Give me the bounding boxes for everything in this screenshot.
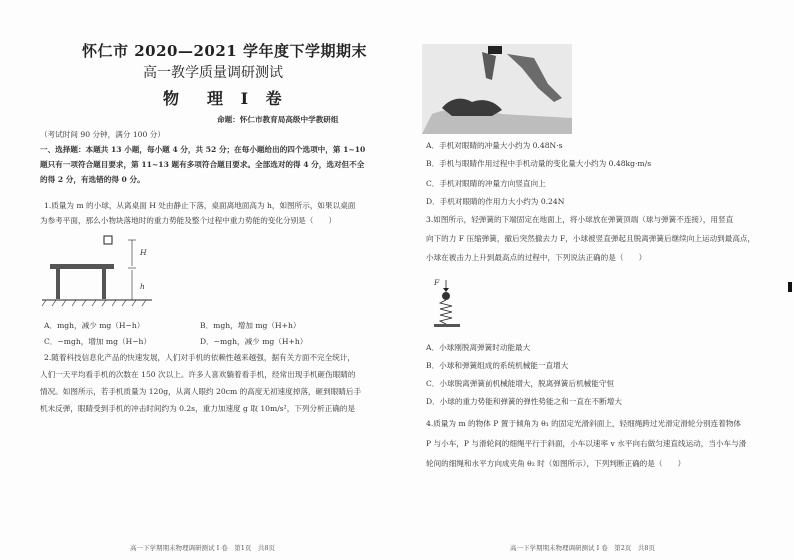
q4-line3: 轮间的细绳和水平方向成夹角 θ₂ 时（如图所示），下列判断正确的是（ ） xyxy=(426,459,686,468)
q2-option-d: D．手机对眼睛的作用力大小约为 0.24N xyxy=(426,197,565,206)
q2-line3: 情况。如图所示，若手机质量为 120g，从离人眼约 20cm 的高度无初速度掉落，砸到眼睛后手 xyxy=(40,387,362,396)
label-F: F xyxy=(434,278,440,287)
q1-line1: 1.质量为 m 的小球，从离桌面 H 处由静止下落，桌面离地面高为 h，如图所示，如果以桌面 xyxy=(44,201,356,210)
q2-line2: 人们一天平均看手机的次数在 150 次以上。许多人喜欢躺着看手机，经常出现手机砸伤眼睛的 xyxy=(40,370,356,379)
q1-option-a: A．mgh，减少 mg（H−h） xyxy=(44,321,145,330)
q4-line2: P 与小车，P 与滑轮间的细绳平行于斜面，小车以速率 v 水平向右做匀速直线运动，当小车与滑 xyxy=(426,439,747,448)
q3-line3: 小球在被击力上升到最高点的过程中，下列说法正确的是（ ） xyxy=(426,253,647,262)
q2-option-c: C．手机对眼睛的冲量方向竖直向上 xyxy=(426,179,546,188)
person-with-phone-photo xyxy=(422,44,572,134)
label-H: H xyxy=(140,248,147,257)
q2-line4: 机未反弹，眼睛受到手机的冲击时间约为 0.2s，重力加速度 g 取 10m/s²，下列分析正确的是 xyxy=(40,404,356,413)
q3-option-b: B．小球和弹簧组成的系统机械能一直增大 xyxy=(426,361,569,370)
q3-option-a: A．小球刚脱离弹簧时动能最大 xyxy=(426,343,531,352)
exam-subtitle: 高一教学质量调研测试 xyxy=(143,65,283,81)
section-heading-line1: 一、选择题：本题共 13 小题，每小题 4 分，共 52 分；在每小题给出的四个选项中，第 1~10 xyxy=(40,145,366,154)
q3-option-c: C．小球脱离弹簧前机械能增大，脱离弹簧后机械能守恒 xyxy=(426,379,615,388)
exam-title: 怀仁市 2020—2021 学年度下学期期末 xyxy=(82,42,367,60)
section-heading-line2: 题只有一项符合题目要求，第 11~13 题有多项符合题目要求。全部选对的得 4 分，选对但不全 xyxy=(40,160,365,169)
q1-table-figure xyxy=(40,230,160,310)
section-heading-line3: 的得 2 分，有选错的得 0 分。 xyxy=(40,175,145,184)
label-h: h xyxy=(140,282,145,291)
q3-line1: 3.如图所示，轻弹簧的下端固定在地面上，将小球放在弹簧顶端（球与弹簧不连接），用竖直 xyxy=(426,215,734,224)
page-edge-mark xyxy=(788,282,792,292)
q2-option-b: B．手机与眼睛作用过程中手机动量的变化量大小约为 0.48kg·m/s xyxy=(426,159,652,168)
paper-title: 物 理 I 卷 xyxy=(163,89,288,108)
exam-info: （考试时间 90 分钟，满分 100 分） xyxy=(40,130,165,139)
right-page xyxy=(400,0,794,560)
q3-option-d: D．小球的重力势能和弹簧的弹性势能之和一直在不断增大 xyxy=(426,397,622,406)
q3-line2: 向下的力 F 压缩弹簧，撤后突然撤去力 F，小球被竖直弹起且脱离弹簧后继续向上运动到最高点， xyxy=(426,234,756,243)
q1-option-b: B．mgh，增加 mg（H+h） xyxy=(200,321,301,330)
q1-option-d: D．−mgh，减少 mg（H+h） xyxy=(200,337,308,346)
q2-line1: 2.随着科技信息化产品的快速发展，人们对手机的依赖性越来越强，据有关方面不完全统计， xyxy=(44,353,355,362)
author-line: 命题：怀仁市教育局高级中学教研组 xyxy=(217,115,339,124)
right-footer: 高一下学期期末物理调研测试 I 卷 第2页 共8页 xyxy=(510,544,655,552)
q1-option-c: C．−mgh，增加 mg（H−h） xyxy=(44,337,152,346)
q2-option-a: A．手机对眼睛的冲量大小约为 0.48N·s xyxy=(426,141,563,150)
q4-line1: 4.质量为 m 的物体 P 置于倾角为 θ₁ 的固定光滑斜面上，轻细绳跨过光滑定滑轮分别连着物体 xyxy=(426,419,742,428)
q1-line2: 为参考平面，那么小物块落地时的重力势能及整个过程中重力势能的变化分别是（ ） xyxy=(40,216,337,225)
left-footer: 高一下学期期末物理调研测试 I 卷 第1页 共8页 xyxy=(130,544,275,552)
